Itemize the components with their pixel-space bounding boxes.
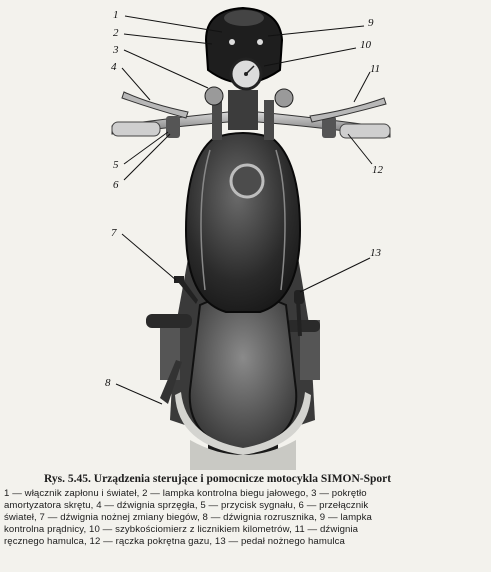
callout-12: 12 <box>372 164 383 176</box>
callout-3: 3 <box>113 44 119 56</box>
callout-11: 11 <box>370 63 381 75</box>
caption-line: ręcznego hamulca, 12 — rączka pokrętna gazu, 13 — pedał nożnego hamulca <box>4 536 345 547</box>
control-lamp-right <box>275 89 293 107</box>
caption-line: amortyzatora skrętu, 4 — dźwignia sprzęgła, 5 — przycisk sygnału, 6 — przełącznik <box>4 500 369 511</box>
caption-number: Rys. 5.45. <box>44 473 91 485</box>
caption-title <box>44 472 488 486</box>
caption-line: świateł, 7 — dźwignia nożnej zmiany biegów, 8 — dźwignia rozrusznika, 9 — lampka <box>4 512 372 523</box>
figure-caption <box>4 472 488 548</box>
callout-10: 10 <box>360 39 371 51</box>
callout-5: 5 <box>113 159 119 171</box>
caption-line: 1 — włącznik zapłonu i świateł, 2 — lampka kontrolna biegu jałowego, 3 — pokrętło <box>4 488 367 499</box>
caption-legend <box>4 488 488 548</box>
hand-brake-lever <box>310 98 386 122</box>
caption-title-text: Urządzenia sterujące i pomocnicze motocykla SIMON-Sport <box>93 473 392 485</box>
fuel-tank <box>186 133 300 312</box>
callout-1: 1 <box>113 9 119 21</box>
callout-9: 9 <box>368 17 374 29</box>
callout-8: 8 <box>105 377 111 389</box>
callout-13: 13 <box>370 247 381 259</box>
callout-7: 7 <box>111 227 117 239</box>
control-lamp-left <box>205 87 223 105</box>
caption-line: kontrolna prądnicy, 10 — szybkościomierz z licznikiem kilometrów, 11 — dźwignia <box>4 524 359 535</box>
speedometer <box>231 59 261 89</box>
clutch-lever <box>122 92 188 118</box>
callout-6: 6 <box>113 179 119 191</box>
callout-4: 4 <box>111 61 117 73</box>
callout-2: 2 <box>113 27 119 39</box>
